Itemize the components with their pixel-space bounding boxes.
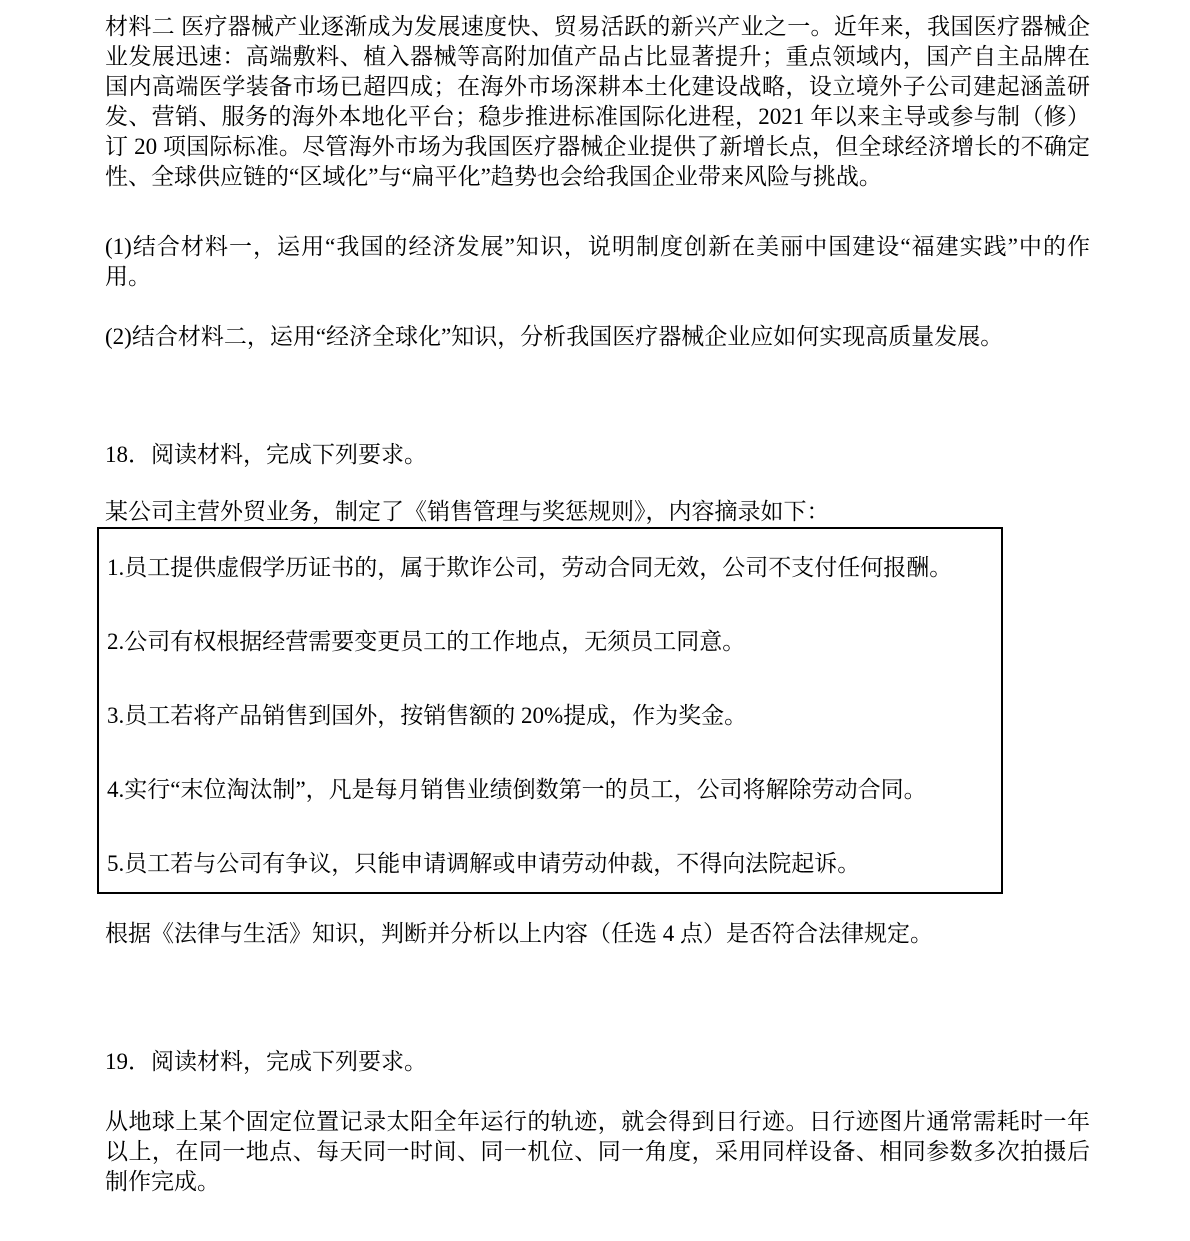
question-18-heading: 18．阅读材料，完成下列要求。 <box>105 442 427 467</box>
rule-item-4: 4.实行“末位淘汰制”，凡是每月销售业绩倒数第一的员工，公司将解除劳动合同。 <box>107 777 927 802</box>
rule-item-2: 2.公司有权根据经营需要变更员工的工作地点，无须员工同意。 <box>107 629 746 654</box>
question-17-part-1: (1)结合材料一，运用“我国的经济发展”知识，说明制度创新在美丽中国建设“福建实践”中的作用。 <box>105 234 1090 289</box>
rule-item-1: 1.员工提供虚假学历证书的，属于欺诈公司，劳动合同无效，公司不支付任何报酬。 <box>107 555 953 580</box>
rule-item-5: 5.员工若与公司有争议，只能申请调解或申请劳动仲裁，不得向法院起诉。 <box>107 851 861 876</box>
rules-box <box>97 527 1003 894</box>
question-19-heading: 19．阅读材料，完成下列要求。 <box>105 1049 427 1074</box>
rule-item-3: 3.员工若将产品销售到国外，按销售额的 20%提成，作为奖金。 <box>107 703 748 728</box>
question-18-task: 根据《法律与生活》知识，判断并分析以上内容（任选 4 点）是否符合法律规定。 <box>105 921 933 946</box>
question-18-intro: 某公司主营外贸业务，制定了《销售管理与奖惩规则》，内容摘录如下： <box>105 499 830 524</box>
question-19-material: 从地球上某个固定位置记录太阳全年运行的轨迹，就会得到日行迹。日行迹图片通常需耗时一年以上，在同一地点、每天同一时间、同一机位、同一角度，采用同样设备、相同参数多次拍摄后制作完成。 <box>105 1109 1090 1194</box>
question-17-part-2: (2)结合材料二，运用“经济全球化”知识，分析我国医疗器械企业应如何实现高质量发展。 <box>105 324 1004 349</box>
material-two-paragraph: 材料二 医疗器械产业逐渐成为发展速度快、贸易活跃的新兴产业之一。近年来，我国医疗器械企业发展迅速：高端敷料、植入器械等高附加值产品占比显著提升；重点领域内，国产自主品牌在国内高端医学装备市场已超四成；在海外市场深耕本土化建设战略，设立境外子公司建起涵盖研发、营销、服务的海外本地化平台；稳步推进标准国际化进程，2021 年以来主导或参与制（修）订 20 项国际标准。尽管海外市场为我国医疗器械企业提供了新增长点，但全球经济增长的不确定性、全球供应链的“区域化”与“扁平化”趋势也会给我国企业带来风险与挑战。 <box>105 14 1090 189</box>
